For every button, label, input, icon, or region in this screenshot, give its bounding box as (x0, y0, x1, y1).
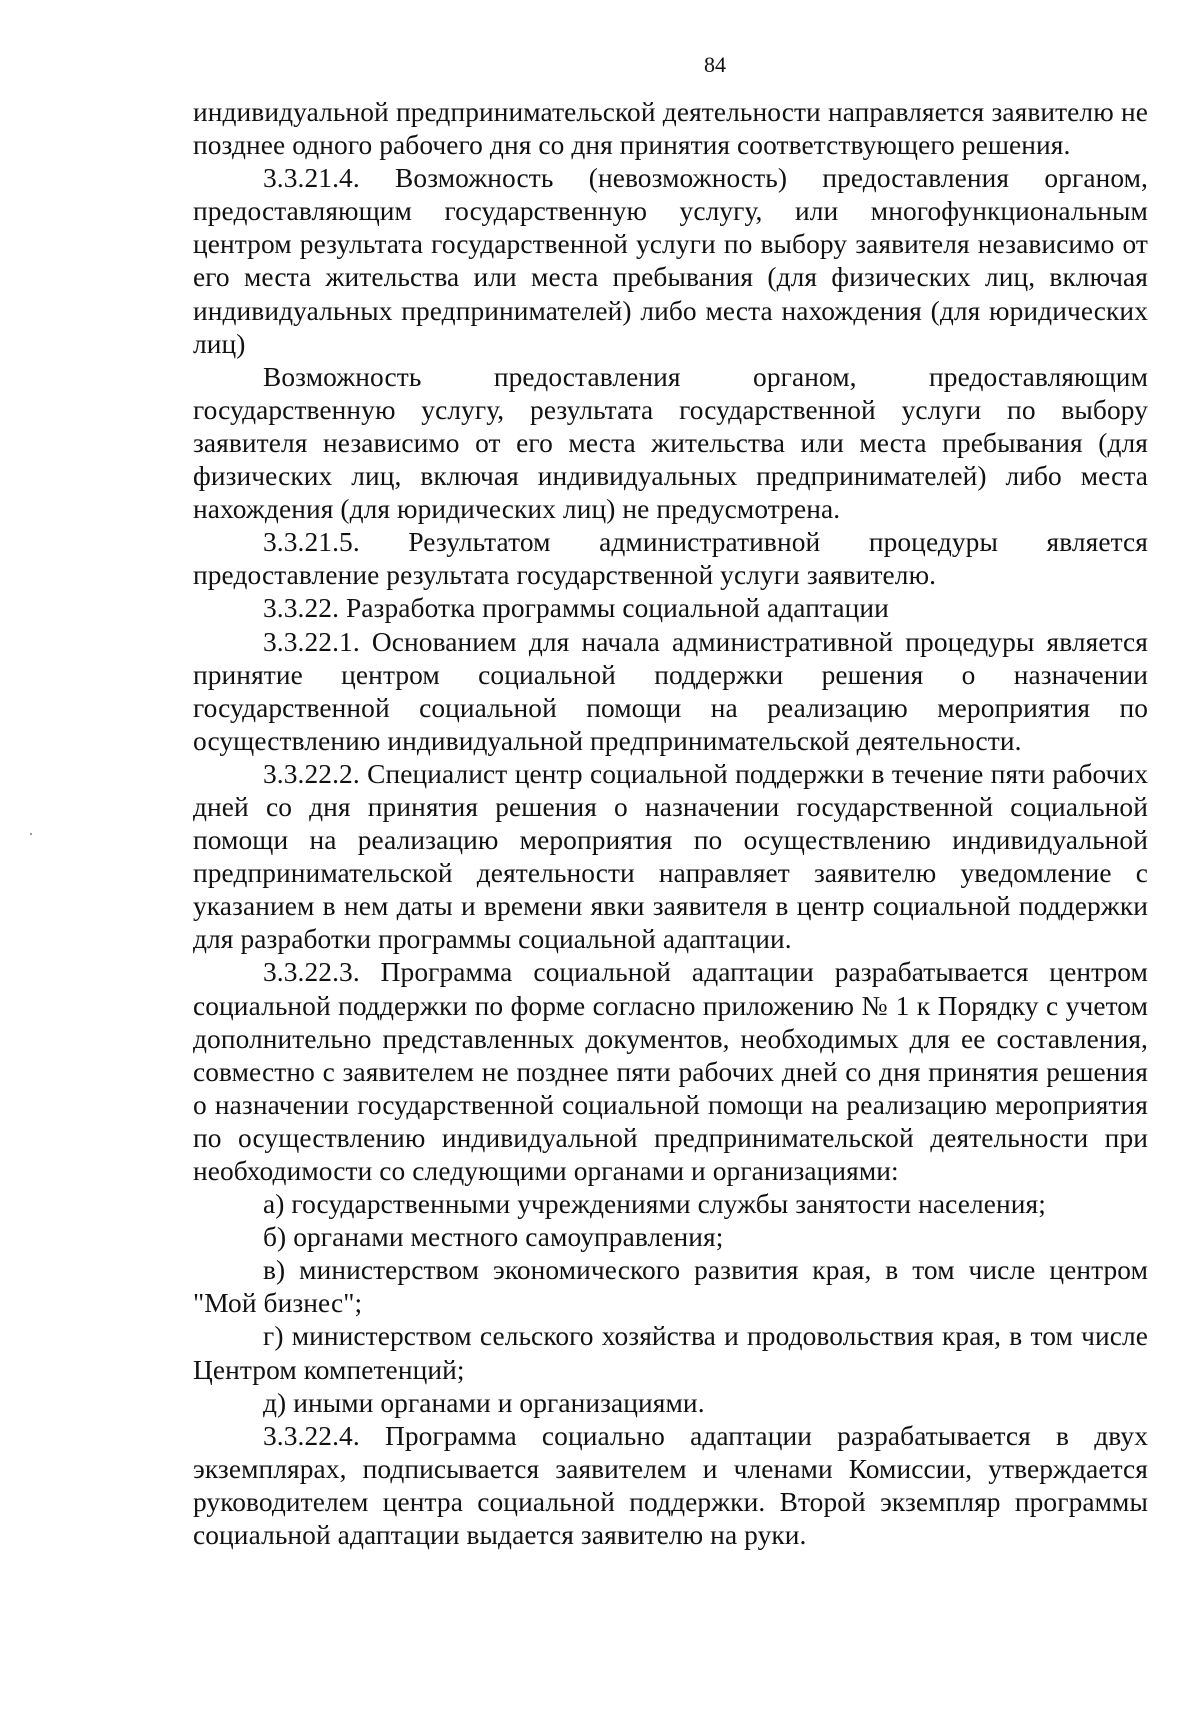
page-number: 84 (704, 52, 726, 77)
paragraph-3-3-21-5: 3.3.21.5. Результатом административной процедуры является предоставление результата государственной услуги заявителю. (193, 527, 1148, 591)
paragraph-possibility: Возможность предоставления органом, предоставляющим государственную услугу, результата государственной услуги по выбору заявителя независимо от его места жительства или места пребывания (для физических лиц, включая индивидуальных предпринимателей) либо места нахождения (для юридических лиц) не предусмотрена. (193, 361, 1148, 525)
paragraph-3-3-22-1: 3.3.22.1. Основанием для начала административной процедуры является принятие центром социальной поддержки решения о назначении государственной социальной помощи на реализацию мероприятия по осуществлению индивидуальной предпринимательской деятельности. (193, 626, 1148, 756)
paragraph-3-3-22-3: 3.3.22.3. Программа социальной адаптации разрабатывается центром социальной поддержки по форме согласно приложению № 1 к Порядку с учетом дополнительно представленных документов, необходимых для ее составления, совместно с заявителем не позднее пяти рабочих дней со дня принятия решения о назначении государственной социальной помощи на реализацию мероприятия по осуществлению индивидуальной предпринимательской деятельности при необходимости со следующими органами и организациями: (193, 957, 1148, 1186)
paragraph-continuation: индивидуальной предпринимательской деятельности направляется заявителю не позднее одного рабочего дня со дня принятия соответствующего решения. (193, 97, 1148, 161)
document-body (193, 96, 1148, 1552)
scan-artifact (30, 833, 32, 835)
list-item-v: в) министерством экономического развития края, в том числе центром "Мой бизнес"; (193, 1255, 1148, 1319)
list-item-g: г) министерством сельского хозяйства и продовольствия края, в том числе Центром компетенций; (193, 1321, 1148, 1385)
paragraph-3-3-21-4: 3.3.21.4. Возможность (невозможность) предоставления органом, предоставляющим государственную услугу, или многофункциональным центром результата государственной услуги по выбору заявителя независимо от его места жительства или места пребывания (для физических лиц, включая индивидуальных предпринимателей) либо места нахождения (для юридических лиц) (193, 163, 1148, 359)
paragraph-3-3-22-2: 3.3.22.2. Специалист центр социальной поддержки в течение пяти рабочих дней со дня принятия решения о назначении государственной социальной помощи на реализацию мероприятия по осуществлению индивидуальной предпринимательской деятельности направляет заявителю уведомление с указанием в нем даты и времени явки заявителя в центр социальной поддержки для разработки программы социальной адаптации. (193, 758, 1148, 955)
list-item-a: а) государственными учреждениями службы занятости населения; (263, 1189, 1046, 1220)
paragraph-3-3-22-4: 3.3.22.4. Программа социально адаптации разрабатывается в двух экземплярах, подписывается заявителем и членами Комиссии, утверждается руководителем центра социальной поддержки. Второй экземпляр программы социальной адаптации выдается заявителю на руки. (193, 1420, 1148, 1551)
list-item-d: д) иными органами и организациями. (263, 1387, 705, 1418)
list-item-b: б) органами местного самоуправления; (263, 1222, 724, 1253)
section-heading-3-3-22: 3.3.22. Разработка программы социальной адаптации (263, 593, 889, 624)
